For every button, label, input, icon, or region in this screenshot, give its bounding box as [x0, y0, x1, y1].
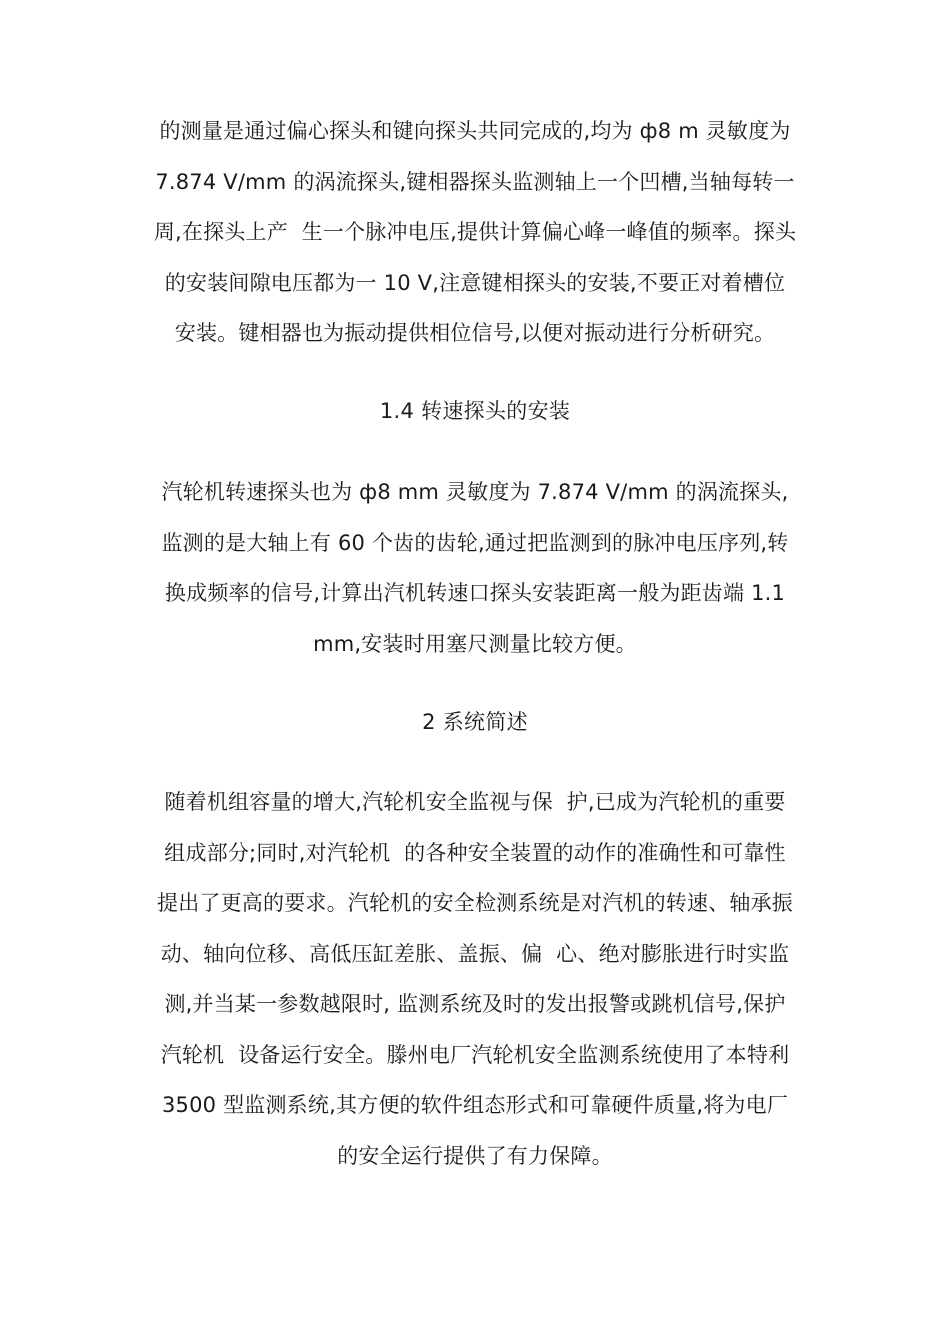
paragraph-line: 7.874 V/mm 的涡流探头,键相器探头监测轴上一个凹槽,当轴每转一: [155, 169, 795, 194]
paragraph-line: 3500 型监测系统,其方便的软件组态形式和可靠硬件质量,将为电厂: [161, 1093, 789, 1117]
section-heading-system-overview: [0, 697, 950, 748]
paragraph-line: 周,在探头上产 生一个脉冲电压,提供计算偏心峰一峰值的频率。探头: [153, 220, 797, 244]
paragraph-line: 提出了更高的要求。汽轮机的安全检测系统是对汽机的转速、轴承振: [157, 891, 793, 915]
section-heading: 1.4 转速探头的安装: [379, 399, 571, 423]
paragraph-line: 的测量是通过偏心探头和键向探头共同完成的,均为 ф8 m 灵敏度为: [159, 119, 791, 143]
paragraph-line: 的安全运行提供了有力保障。: [337, 1143, 613, 1168]
paragraph-line: 的安装间隙电压都为一 10 V,注意键相探头的安装,不要正对着槽位: [164, 270, 786, 295]
paragraph-line: 测,并当某一参数越限时, 监测系统及时的发出报警或跳机信号,保护: [164, 992, 786, 1016]
paragraph-line: 组成部分;同时,对汽轮机 的各种安全装置的动作的准确性和可靠性: [164, 840, 786, 865]
paragraph-eccentricity-keyphasor: [0, 106, 950, 359]
paragraph-line: 监测的是大轴上有 60 个齿的齿轮,通过把监测到的脉冲电压序列,转: [161, 530, 789, 555]
section-heading-speed-probe: [0, 386, 950, 437]
paragraph-line: 安装。键相器也为振动提供相位信号,以便对振动进行分析研究。: [174, 321, 776, 345]
paragraph-line: 动、轴向位移、高低压缸差胀、盖振、偏 心、绝对膨胀进行时实监: [160, 941, 790, 966]
paragraph-line: 汽轮机转速探头也为 ф8 mm 灵敏度为 7.874 V/mm 的涡流探头,: [161, 480, 789, 504]
paragraph-line: mm,安装时用塞尺测量比较方便。: [313, 631, 637, 656]
paragraph-line: 汽轮机 设备运行安全。滕州电厂汽轮机安全监测系统使用了本特利: [160, 1042, 790, 1067]
paragraph-line: 换成频率的信号,计算出汽机转速口探头安装距离一般为距齿端 1.1: [164, 581, 786, 605]
paragraph-line: 随着机组容量的增大,汽轮机安全监视与保 护,已成为汽轮机的重要: [164, 790, 786, 814]
section-heading: 2 系统简述: [422, 710, 528, 734]
paragraph-speed-probe: [0, 467, 950, 669]
paragraph-system-overview: [0, 777, 950, 1181]
